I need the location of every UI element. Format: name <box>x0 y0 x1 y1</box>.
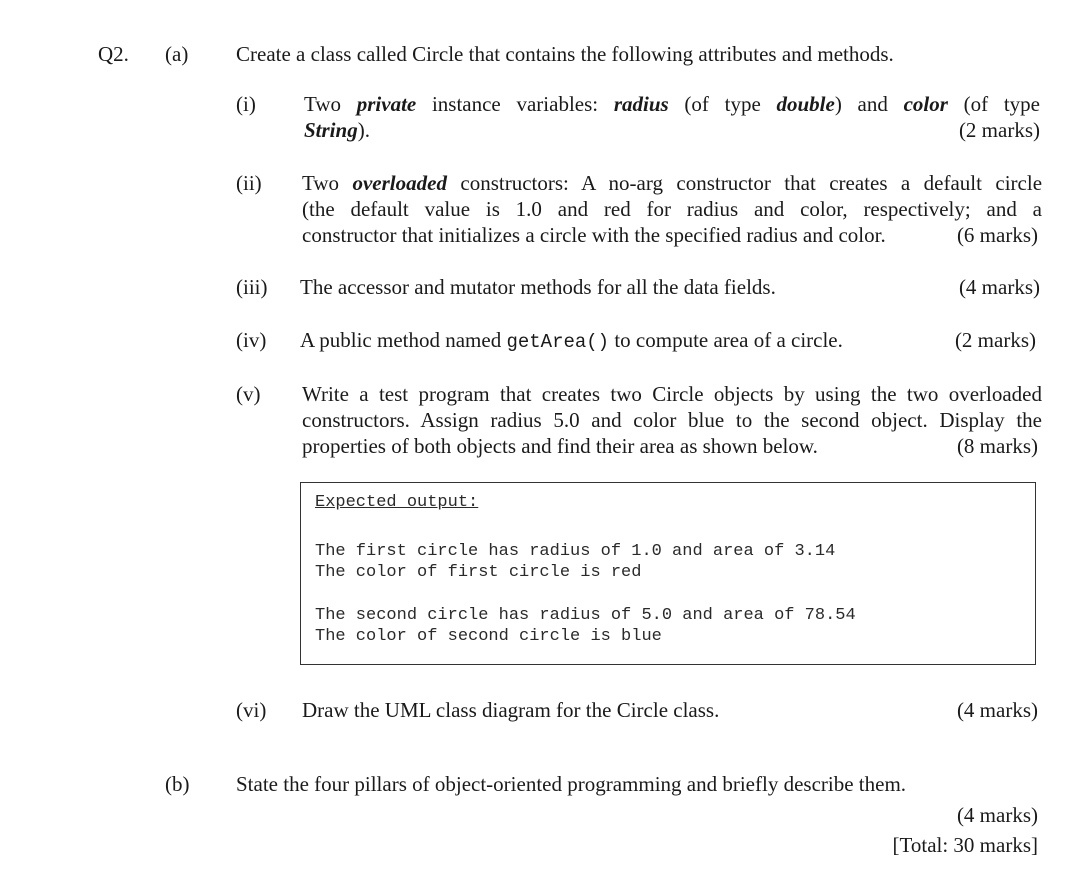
item-v-marks: (8 marks) <box>956 434 1038 458</box>
item-iv-text-b: to compute area of a circle. <box>614 328 843 352</box>
item-v-line1: Write a test program that creates two Circle objects by using the two overloaded <box>302 382 1042 406</box>
item-i-string: String <box>304 118 358 142</box>
item-i-marks: (2 marks) <box>958 118 1040 142</box>
item-i-w5: (of type <box>684 92 761 116</box>
item-ii-line3: constructor that initializes a circle with the specified radius and color. <box>302 223 886 247</box>
part-a-intro: Create a class called Circle that contains the following attributes and methods. <box>236 42 894 66</box>
item-i-radius: radius <box>613 92 669 116</box>
expected-output-box <box>300 482 1036 665</box>
item-iii-marks: (4 marks) <box>958 275 1040 299</box>
output-line-3: The second circle has radius of 5.0 and area of 78.54 <box>315 606 856 625</box>
item-iv-marks: (2 marks) <box>954 328 1036 352</box>
item-v-line3: properties of both objects and find their area as shown below. <box>302 434 818 458</box>
part-b-marks: (4 marks) <box>956 803 1038 827</box>
item-i-w9: (of type <box>963 92 1040 116</box>
item-i-line2 <box>304 117 370 143</box>
item-ii-label: (ii) <box>236 171 262 195</box>
part-b-label: (b) <box>165 772 190 796</box>
output-heading: Expected output: <box>315 493 479 512</box>
item-iv-text <box>300 327 843 355</box>
total-marks: [Total: 30 marks] <box>892 833 1038 857</box>
item-i-w7: ) and <box>834 92 888 116</box>
item-ii-overloaded: overloaded <box>352 171 447 195</box>
output-line-2: The color of first circle is red <box>315 563 642 582</box>
item-v-label: (v) <box>236 382 261 406</box>
part-b-text: State the four pillars of object-oriented programming and briefly describe them. <box>236 772 907 796</box>
item-iii-label: (iii) <box>236 275 268 299</box>
question-number: Q2. <box>98 42 129 66</box>
output-line-4: The color of second circle is blue <box>315 627 662 646</box>
item-ii-line2: (the default value is 1.0 and red for radius and color, respectively; and a <box>302 197 1042 221</box>
item-vi-marks: (4 marks) <box>956 698 1038 722</box>
item-i-w1: Two <box>304 92 342 116</box>
part-a-label: (a) <box>165 42 189 66</box>
output-line-1: The first circle has radius of 1.0 and area of 3.14 <box>315 542 836 561</box>
item-vi-text: Draw the UML class diagram for the Circle class. <box>302 698 720 722</box>
item-ii-line1 <box>302 170 1042 196</box>
item-i-line2-rest: ). <box>357 118 370 142</box>
item-ii-marks: (6 marks) <box>956 223 1038 247</box>
item-iii-text: The accessor and mutator methods for all the data fields. <box>300 275 776 299</box>
item-i-double: double <box>776 92 835 116</box>
item-ii-line1-rest: constructors: A no-arg constructor that creates a default circle <box>460 171 1043 195</box>
item-iv-text-a: A public method named <box>300 328 502 352</box>
item-v-line2: constructors. Assign radius 5.0 and color blue to the second object. Display the <box>302 408 1042 432</box>
item-i-private: private <box>356 92 417 116</box>
item-i-w3: instance variables: <box>431 92 599 116</box>
item-vi-label: (vi) <box>236 698 267 722</box>
item-iv-code: getArea() <box>506 331 610 353</box>
item-i-color: color <box>903 92 948 116</box>
item-iv-label: (iv) <box>236 328 267 352</box>
item-i-line1 <box>304 91 1040 117</box>
item-ii-two: Two <box>302 171 340 195</box>
item-i-label: (i) <box>236 92 256 116</box>
